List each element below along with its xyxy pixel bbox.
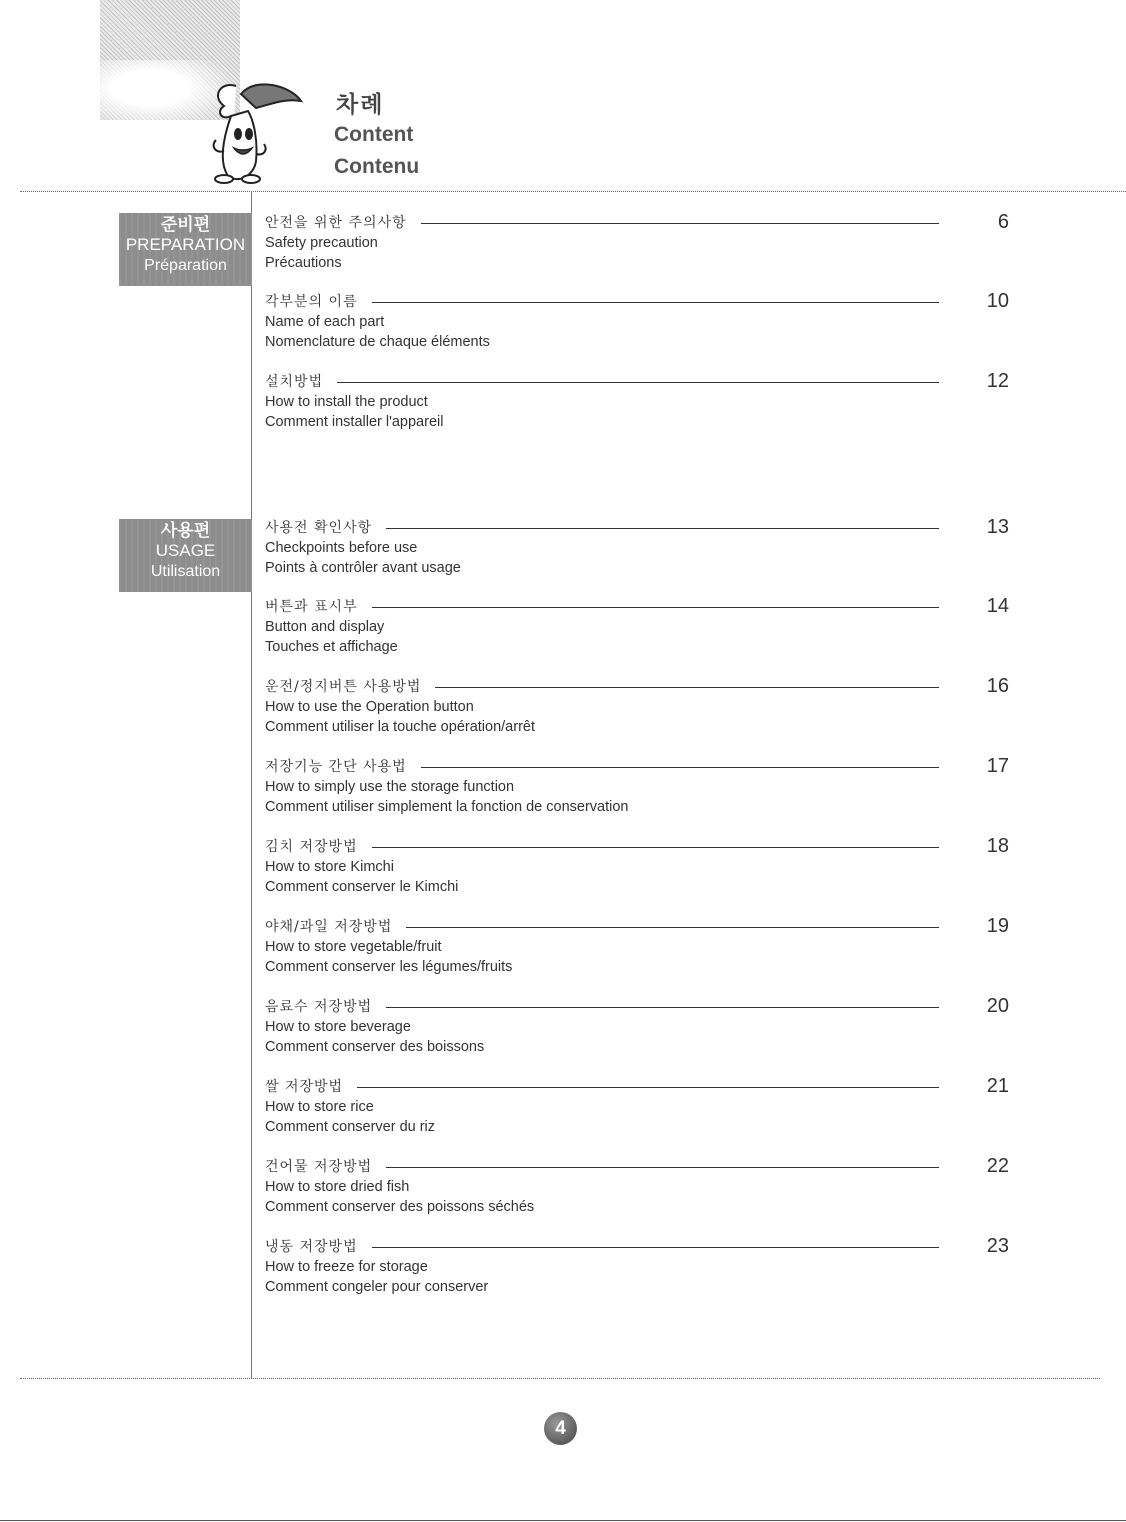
bottom-divider: [20, 1378, 1100, 1379]
entry-title-ko: 냉동 저장방법: [265, 1239, 358, 1255]
section-label-fr: Préparation: [144, 256, 227, 274]
leader-line: [406, 927, 939, 928]
entry-title-ko: 건어물 저장방법: [265, 1159, 373, 1175]
entry-title-fr: Précautions: [265, 255, 342, 271]
entry-title-fr: Points à contrôler avant usage: [265, 560, 461, 576]
entry-title-fr: Touches et affichage: [265, 639, 398, 655]
toc-entry[interactable]: [265, 516, 1025, 586]
entry-title-ko: 야채/과일 저장방법: [265, 919, 393, 935]
toc-entry[interactable]: [265, 835, 1025, 905]
entry-title-en: How to store beverage: [265, 1019, 411, 1035]
page-number: 20: [986, 994, 1009, 1017]
entry-title-ko: 버튼과 표시부: [265, 599, 358, 615]
leader-line: [386, 1167, 939, 1168]
entry-title-fr: Comment conserver des poissons séchés: [265, 1199, 535, 1215]
section-label-ko: 준비편: [160, 215, 211, 235]
section-label-en: PREPARATION: [125, 235, 246, 255]
toc-entry[interactable]: [265, 290, 1025, 360]
toc-entry[interactable]: [265, 370, 1025, 440]
section-label-en: USAGE: [155, 541, 216, 561]
page-number: 22: [986, 1154, 1009, 1177]
leader-line: [435, 687, 939, 688]
leader-line: [357, 1087, 939, 1088]
title-korean: 차례: [336, 92, 385, 118]
entry-title-ko: 쌀 저장방법: [265, 1079, 344, 1095]
page-number-badge: 4: [544, 1412, 577, 1445]
toc-entry[interactable]: [265, 595, 1025, 665]
entry-title-en: How to simply use the storage function: [265, 779, 515, 795]
entry-title-en: How to install the product: [265, 394, 428, 410]
page-number: 12: [986, 369, 1009, 392]
entry-title-en: How to store vegetable/fruit: [265, 939, 442, 955]
entry-title-en: Safety precaution: [265, 235, 378, 251]
toc-entry[interactable]: [265, 995, 1025, 1065]
entry-title-en: How to store rice: [265, 1099, 374, 1115]
mascot-icon: [196, 76, 306, 186]
entry-title-ko: 운전/정지버튼 사용방법: [265, 679, 422, 695]
leader-line: [372, 847, 939, 848]
toc-entry[interactable]: [265, 675, 1025, 745]
section-label-ko: 사용편: [160, 521, 211, 541]
footer-rule: [0, 1520, 1126, 1521]
entry-title-en: Name of each part: [265, 314, 385, 330]
title-english: Content: [334, 123, 414, 146]
entry-title-fr: Comment conserver du riz: [265, 1119, 436, 1135]
page-number: 13: [986, 515, 1009, 538]
page-number: 16: [986, 674, 1009, 697]
leader-line: [337, 382, 939, 383]
entry-title-en: How to store Kimchi: [265, 859, 394, 875]
entry-title-fr: Comment utiliser simplement la fonction de conservation: [265, 799, 629, 815]
entry-title-en: How to freeze for storage: [265, 1259, 428, 1275]
toc-entry[interactable]: [265, 1235, 1025, 1305]
leader-line: [386, 1007, 939, 1008]
leader-line: [372, 1247, 939, 1248]
entry-title-ko: 설치방법: [265, 374, 324, 390]
toc-entry[interactable]: [265, 1155, 1025, 1225]
page-number: 23: [986, 1234, 1009, 1257]
section-tab-preparation: [119, 213, 252, 286]
leader-line: [421, 767, 939, 768]
leader-line: [372, 607, 939, 608]
entry-title-en: Checkpoints before use: [265, 540, 418, 556]
entry-title-fr: Comment conserver des boissons: [265, 1039, 485, 1055]
entry-title-fr: Comment installer l'appareil: [265, 414, 444, 430]
entry-title-ko: 저장기능 간단 사용법: [265, 759, 407, 775]
vertical-divider: [251, 191, 252, 1378]
entry-title-fr: Comment conserver le Kimchi: [265, 879, 459, 895]
entry-title-en: Button and display: [265, 619, 385, 635]
toc-entry[interactable]: [265, 755, 1025, 825]
page-number: 21: [986, 1074, 1009, 1097]
toc-entry[interactable]: [265, 915, 1025, 985]
leader-line: [421, 223, 939, 224]
entry-title-fr: Comment conserver les légumes/fruits: [265, 959, 513, 975]
entry-title-ko: 각부분의 이름: [265, 294, 358, 310]
page-number: 10: [986, 289, 1009, 312]
entry-title-fr: Comment utiliser la touche opération/arrêt: [265, 719, 535, 735]
entry-title-ko: 김치 저장방법: [265, 839, 358, 855]
page-number: 14: [986, 594, 1009, 617]
page-number: 17: [986, 754, 1009, 777]
title-french: Contenu: [334, 155, 420, 178]
entry-title-en: How to store dried fish: [265, 1179, 410, 1195]
entry-title-ko: 안전을 위한 주의사항: [265, 215, 407, 231]
section-label-fr: Utilisation: [150, 562, 221, 580]
entry-title-ko: 사용전 확인사항: [265, 520, 373, 536]
page-number: 19: [986, 914, 1009, 937]
entry-title-fr: Comment congeler pour conserver: [265, 1279, 489, 1295]
entry-title-ko: 음료수 저장방법: [265, 999, 373, 1015]
leader-line: [386, 528, 939, 529]
leader-line: [372, 302, 939, 303]
page-number: 18: [986, 834, 1009, 857]
entry-title-en: How to use the Operation button: [265, 699, 474, 715]
toc-entry[interactable]: [265, 211, 1025, 281]
entry-title-fr: Nomenclature de chaque éléments: [265, 334, 490, 350]
toc-entry[interactable]: [265, 1075, 1025, 1145]
top-divider: [20, 191, 1126, 192]
page-number: 6: [997, 210, 1009, 233]
section-tab-usage: [119, 519, 252, 592]
